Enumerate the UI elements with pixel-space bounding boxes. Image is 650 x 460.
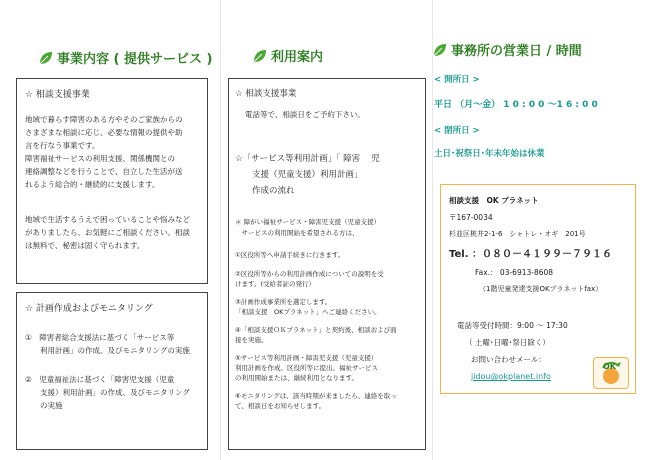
text-line: ① 障害者総合支援法に基づく「サービス等 xyxy=(25,333,175,342)
text-line: ＊ 障がい福祉サービス・障害児支援（児童支援） xyxy=(235,218,381,226)
leaf-icon xyxy=(252,48,268,64)
flow-step xyxy=(235,325,397,345)
text-line: 障害福祉サービスの利用支援、関係機関との xyxy=(25,154,175,163)
address: 杉並区桃井2-1-6 シャトレ・オギ 201号 xyxy=(449,230,586,238)
guide-title: ☆ 相談支援事業 xyxy=(235,89,297,99)
list-item xyxy=(25,331,190,357)
heading-text: 事業内容 ( 提供サービス ) xyxy=(57,52,213,67)
text-line: の利用開始または、継続利用となります。 xyxy=(235,374,358,382)
note-text xyxy=(235,217,380,239)
text-line: の実施 xyxy=(25,401,63,410)
text-line: がありましたら、お気軽にご相談ください。相談 xyxy=(25,228,190,237)
email-link[interactable]: jidou@okplanet.info xyxy=(471,372,551,381)
text-line: ⑥モニタリングは、該当時期が来ましたら、連絡を取っ xyxy=(235,392,397,400)
text-line: 支援（児童支援）利用計画」 xyxy=(235,170,363,180)
inquiry-label: お問い合わせメール： xyxy=(471,355,546,364)
flow-step xyxy=(235,391,397,411)
description-paragraph xyxy=(25,213,190,252)
heading-text: 利用案内 xyxy=(271,50,324,65)
postal-code: 〒167-0034 xyxy=(449,213,493,222)
text-line: 作成の流れ xyxy=(235,186,295,196)
closed-days: 土日･祝祭日･年末年始は休業 xyxy=(434,149,545,159)
leaf-icon xyxy=(432,42,448,58)
text-line: 利用計画」の作成、及びモニタリングの実施 xyxy=(25,346,190,355)
flow-step xyxy=(235,250,344,260)
service-box-consultation xyxy=(16,78,208,284)
section-heading xyxy=(432,40,582,59)
section-heading xyxy=(38,48,212,67)
fold-line xyxy=(220,0,221,460)
text-line: ①区役所等へ申請手続きに行きます。 xyxy=(235,251,345,259)
fax-number: Fax.： 03-6913-8608 xyxy=(475,268,554,277)
leaf-icon xyxy=(38,50,54,66)
text-line: 利用計画を作成、区役所等に提出。福祉サービス xyxy=(235,364,378,372)
logo-text: OK xyxy=(603,362,616,371)
text-line: ④「相談支援ＯＫプラネット」と契約後、相談および面 xyxy=(235,326,397,334)
open-hours: 平日 （月～金） 1 0 : 0 0 ～1 6 : 0 0 xyxy=(434,100,598,110)
guide-text: 電話等で、相談日をご予約下さい。 xyxy=(245,110,365,119)
text-line: は無料で、秘密は固く守られます。 xyxy=(25,241,145,250)
text-line: ③計画作成事業所を選定します。 xyxy=(235,298,332,306)
heading-text: 事務所の営業日 / 時間 xyxy=(451,44,582,59)
text-line: 地域で生活するうえで困っていることや悩みなど xyxy=(25,215,190,224)
okplanet-logo xyxy=(593,357,629,389)
reception-note: （ 土曜･日曜･祭日除く） xyxy=(465,338,550,347)
text-line: ② 児童福祉法に基づく「障害児支援（児童 xyxy=(25,375,175,384)
text-line: ②区役所等からの利用計画作成についての説明を受 xyxy=(235,270,384,278)
reception-hours: 電話等受付時間：9:00 ～ 17:30 xyxy=(457,321,568,330)
fax-note: （1階児童発達支援OKプラネットfax） xyxy=(479,285,603,293)
flow-step xyxy=(235,297,381,317)
service-box-planning xyxy=(16,292,208,450)
text-line: 地域で暮らす障害のある方やそのご家族からの xyxy=(25,115,183,124)
contact-card xyxy=(440,184,636,394)
closed-days-label: < 閉所日 > xyxy=(434,126,480,136)
office-name: 相談支援 OK プラネット xyxy=(449,196,539,205)
text-line: けます。(受給者証の発行） xyxy=(235,280,316,288)
phone-number[interactable]: Tel. ：０８０－４１９９－７９１６ xyxy=(449,249,612,260)
guide-title xyxy=(235,151,380,199)
section-heading xyxy=(252,46,323,65)
usage-guide-box xyxy=(228,78,426,450)
box-title: ☆ 計画作成およびモニタリング xyxy=(25,304,153,314)
flow-step xyxy=(235,269,384,289)
text-line: 支援）利用計画」の作成、及びモニタリング xyxy=(25,388,190,397)
flow-step xyxy=(235,353,378,383)
text-line: 言を行なう事業です。 xyxy=(25,141,100,150)
text-line: ⑤サービス等利用計画・障害児支援（児童支援） xyxy=(235,354,378,362)
text-line: 連絡調整などを行うことで、自立した生活が送 xyxy=(25,167,183,176)
text-line: 「相談支援 OKプラネット」へご連絡ください。 xyxy=(235,308,381,316)
fold-line xyxy=(432,0,433,460)
text-line: れるよう総合的・継続的に支援します。 xyxy=(25,180,160,189)
text-line: ☆「サービス等利用計画」「 障害 児 xyxy=(235,154,380,164)
text-line: 接を実施。 xyxy=(235,336,268,344)
description-paragraph xyxy=(25,113,183,191)
text-line: て、相談日をお知らせします。 xyxy=(235,402,326,410)
list-item xyxy=(25,373,190,412)
open-days-label: < 開所日 > xyxy=(434,75,480,85)
box-title: ☆ 相談支援事業 xyxy=(25,90,90,100)
text-line: さまざまな相談に応じ、必要な情報の提供や助 xyxy=(25,128,183,137)
text-line: サービスの利用開始を希望される方は、 xyxy=(235,229,359,237)
